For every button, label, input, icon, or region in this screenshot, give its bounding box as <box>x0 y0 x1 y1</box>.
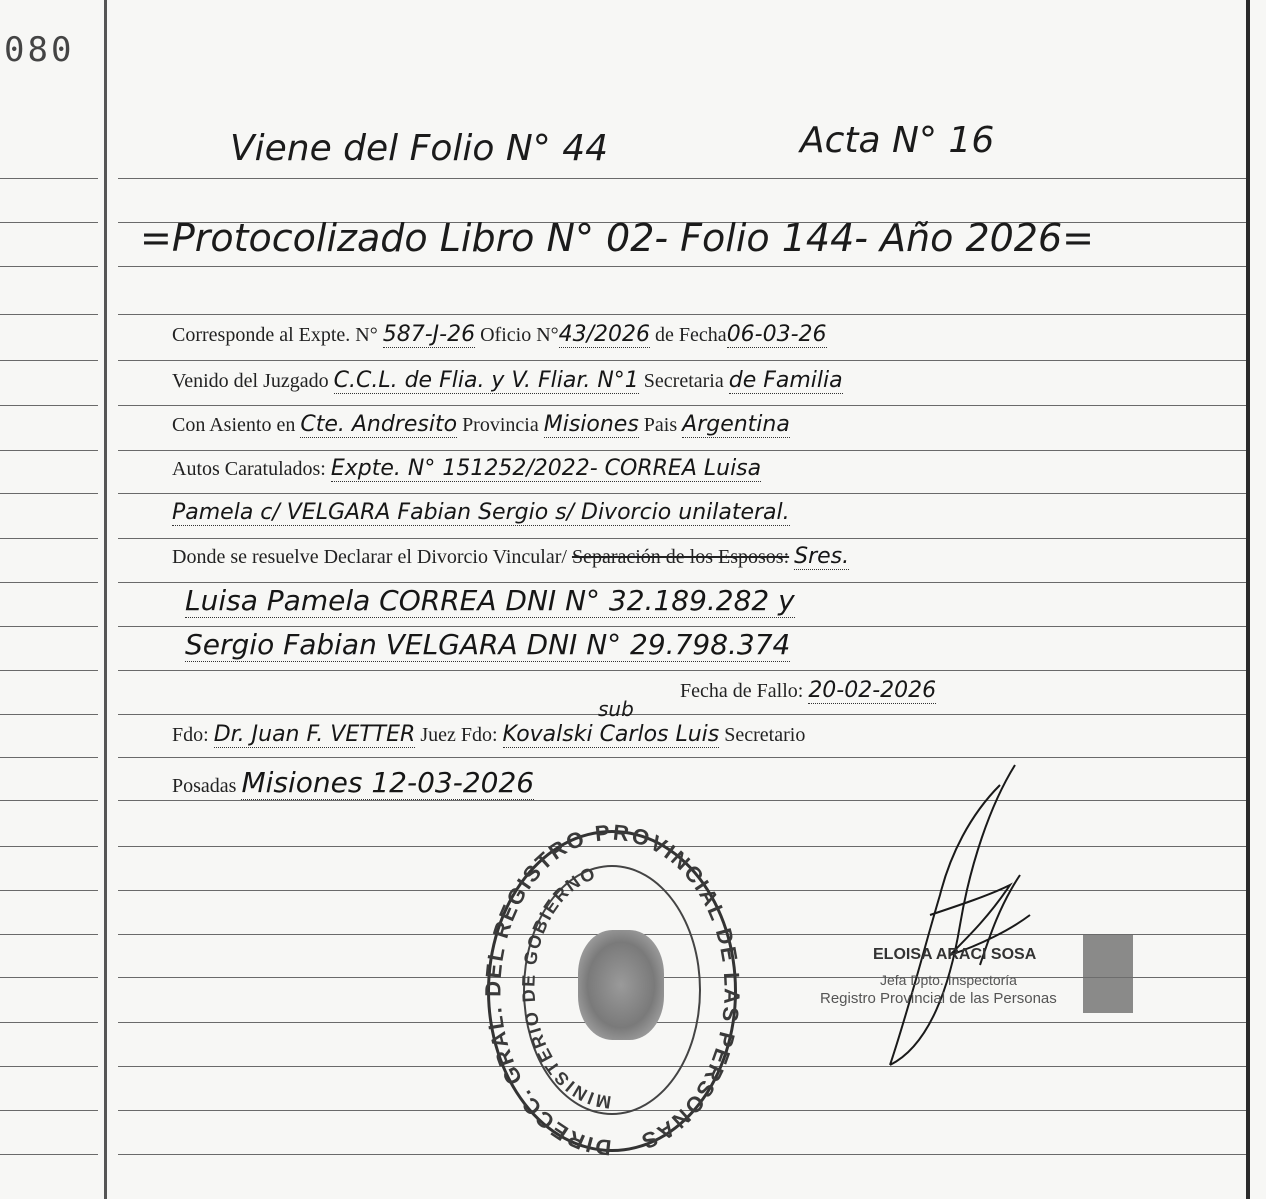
resuelve-label: Donde se resuelve Declarar el Divorcio Vincular/ <box>172 546 567 568</box>
autos-value-1: Expte. N° 151252/2022- CORREA Luisa <box>330 456 762 481</box>
asiento-value: Cte. Andresito <box>300 412 458 437</box>
juzgado-value: C.C.L. de Flia. y V. Fliar. N°1 <box>333 368 639 393</box>
fecha-value: 06-03-26 <box>726 322 827 347</box>
secretaria-label: Secretaria <box>643 370 724 392</box>
resuelve-value: Sres. <box>794 544 850 569</box>
secretario-value: Kovalski Carlos Luis <box>502 722 720 747</box>
fallo-value: 20-02-2026 <box>808 678 937 703</box>
asiento-label: Con Asiento en <box>172 414 296 436</box>
viene-del-folio: Viene del Folio N° 44 <box>230 128 609 169</box>
secretario-label: Secretario <box>724 724 806 746</box>
provincia-label: Provincia <box>462 414 539 436</box>
resuelve-struck: Separación de los Esposos: <box>571 546 790 568</box>
seal-inner-text: MINISTERIO DE GOBIERNO <box>518 862 613 1113</box>
fecha-label: de Fecha <box>655 324 727 346</box>
fdo-label: Fdo: <box>172 724 209 746</box>
juez-value: Dr. Juan F. VETTER <box>213 722 416 747</box>
pais-value: Argentina <box>682 412 790 437</box>
posadas-value: Misiones 12-03-2026 <box>241 766 535 799</box>
oficio-label: Oficio N° <box>480 324 559 346</box>
expte-label: Corresponde al Expte. N° <box>172 324 378 346</box>
seal-outer-text: DIRECC. GRAL. DEL REGISTRO PROVINCIAL DE LAS PERSONAS <box>480 819 745 1161</box>
stamp-office: Registro Provincial de las Personas <box>820 990 1057 1007</box>
juzgado-label: Venido del Juzgado <box>172 370 329 392</box>
secretaria-value: de Familia <box>728 368 843 393</box>
oficio-value: 43/2026 <box>558 322 651 347</box>
stamp-name: ELOISA ARACI SOSA <box>873 946 1037 963</box>
handwritten-signature <box>870 745 1060 1075</box>
stamp-ink-blot <box>1083 935 1133 1013</box>
juez-label: Juez <box>420 724 456 746</box>
autos-label: Autos Caratulados: <box>172 458 326 480</box>
esposa-value: Luisa Pamela CORREA DNI N° 32.189.282 y <box>185 584 795 617</box>
provincia-value: Misiones <box>543 412 639 437</box>
page-number: 080 <box>4 30 75 70</box>
posadas-label: Posadas <box>172 775 237 797</box>
esposo-value: Sergio Fabian VELGARA DNI N° 29.798.374 <box>185 628 791 661</box>
expte-value: 587-J-26 <box>382 322 476 347</box>
stamp-title: Jefa Dpto. Inspectoría <box>880 972 1017 988</box>
acta-number: Acta N° 16 <box>800 120 995 161</box>
protocolizado-note: =Protocolizado Libro N° 02- Folio 144- Año 2026= <box>140 216 1094 260</box>
autos-value-2: Pamela c/ VELGARA Fabian Sergio s/ Divorcio unilateral. <box>172 500 790 525</box>
pais-label: Pais <box>643 414 678 436</box>
fallo-label: Fecha de Fallo: <box>680 680 804 702</box>
fdo2-label: Fdo: <box>460 724 498 746</box>
sub-annotation: sub <box>598 697 634 721</box>
